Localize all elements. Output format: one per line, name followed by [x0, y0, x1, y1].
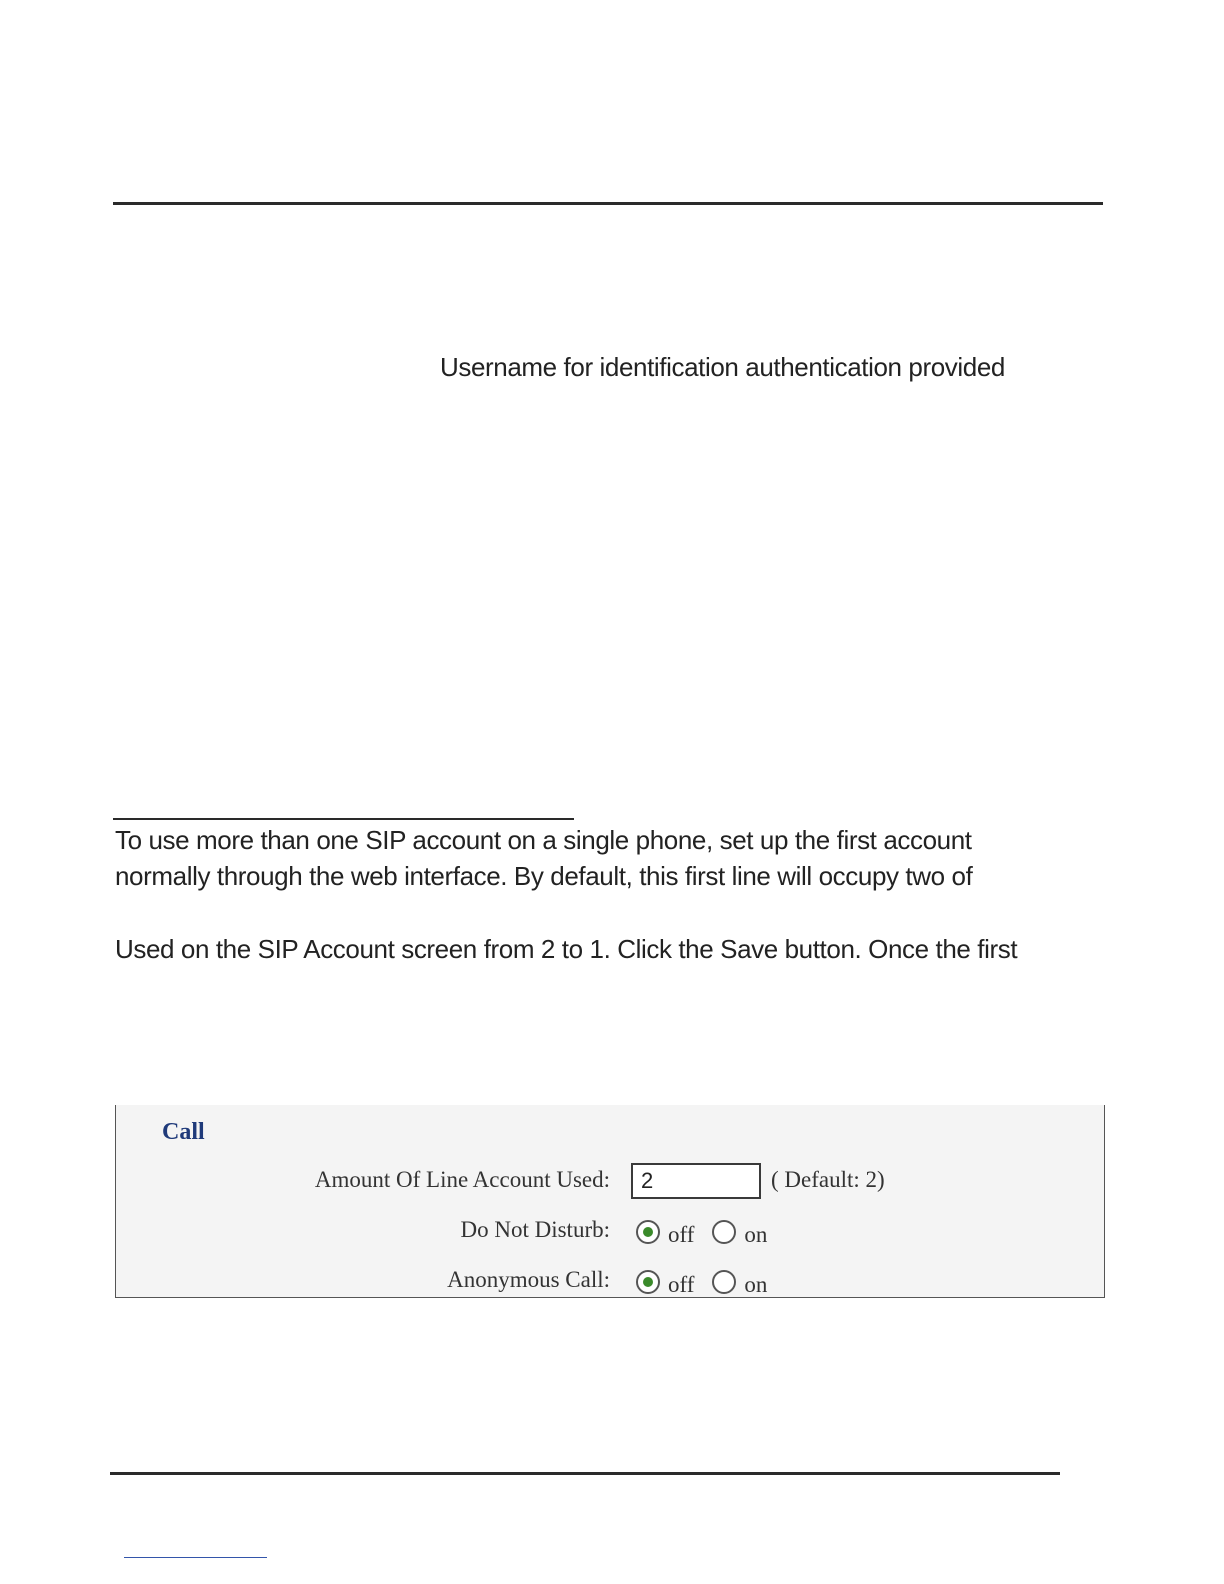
section-divider [113, 818, 574, 820]
paragraph-line-2: normally through the web interface. By default, this first line will occupy two of [115, 861, 973, 891]
paragraph-line-3: Used on the SIP Account screen from 2 to 1. Click the Save button. Once the first [115, 934, 1018, 964]
amount-line-account-input[interactable] [631, 1163, 761, 1199]
dnd-on-radio[interactable] [712, 1220, 736, 1244]
top-divider [113, 202, 1103, 205]
footer-link-underline [124, 1557, 267, 1558]
bottom-divider [110, 1472, 1060, 1475]
call-section-title: Call [162, 1119, 205, 1145]
paragraph-line-1: To use more than one SIP account on a single phone, set up the first account [115, 825, 972, 855]
anon-on-radio[interactable] [712, 1270, 736, 1294]
anon-on-label: on [744, 1272, 768, 1297]
anonymous-call-options [636, 1267, 785, 1297]
anonymous-call-label: Anonymous Call: [447, 1267, 610, 1292]
anon-off-label: off [668, 1272, 695, 1297]
do-not-disturb-options [636, 1217, 785, 1247]
dnd-on-label: on [744, 1222, 768, 1247]
call-settings-panel [115, 1105, 1105, 1298]
amount-default-hint: ( Default: 2) [771, 1167, 885, 1192]
dnd-off-label: off [668, 1222, 695, 1247]
dnd-off-radio[interactable] [636, 1220, 660, 1244]
amount-line-account-label: Amount Of Line Account Used: [314, 1167, 610, 1192]
anon-off-radio[interactable] [636, 1270, 660, 1294]
username-description: Username for identification authentication provided [440, 352, 1005, 382]
do-not-disturb-label: Do Not Disturb: [460, 1217, 610, 1242]
